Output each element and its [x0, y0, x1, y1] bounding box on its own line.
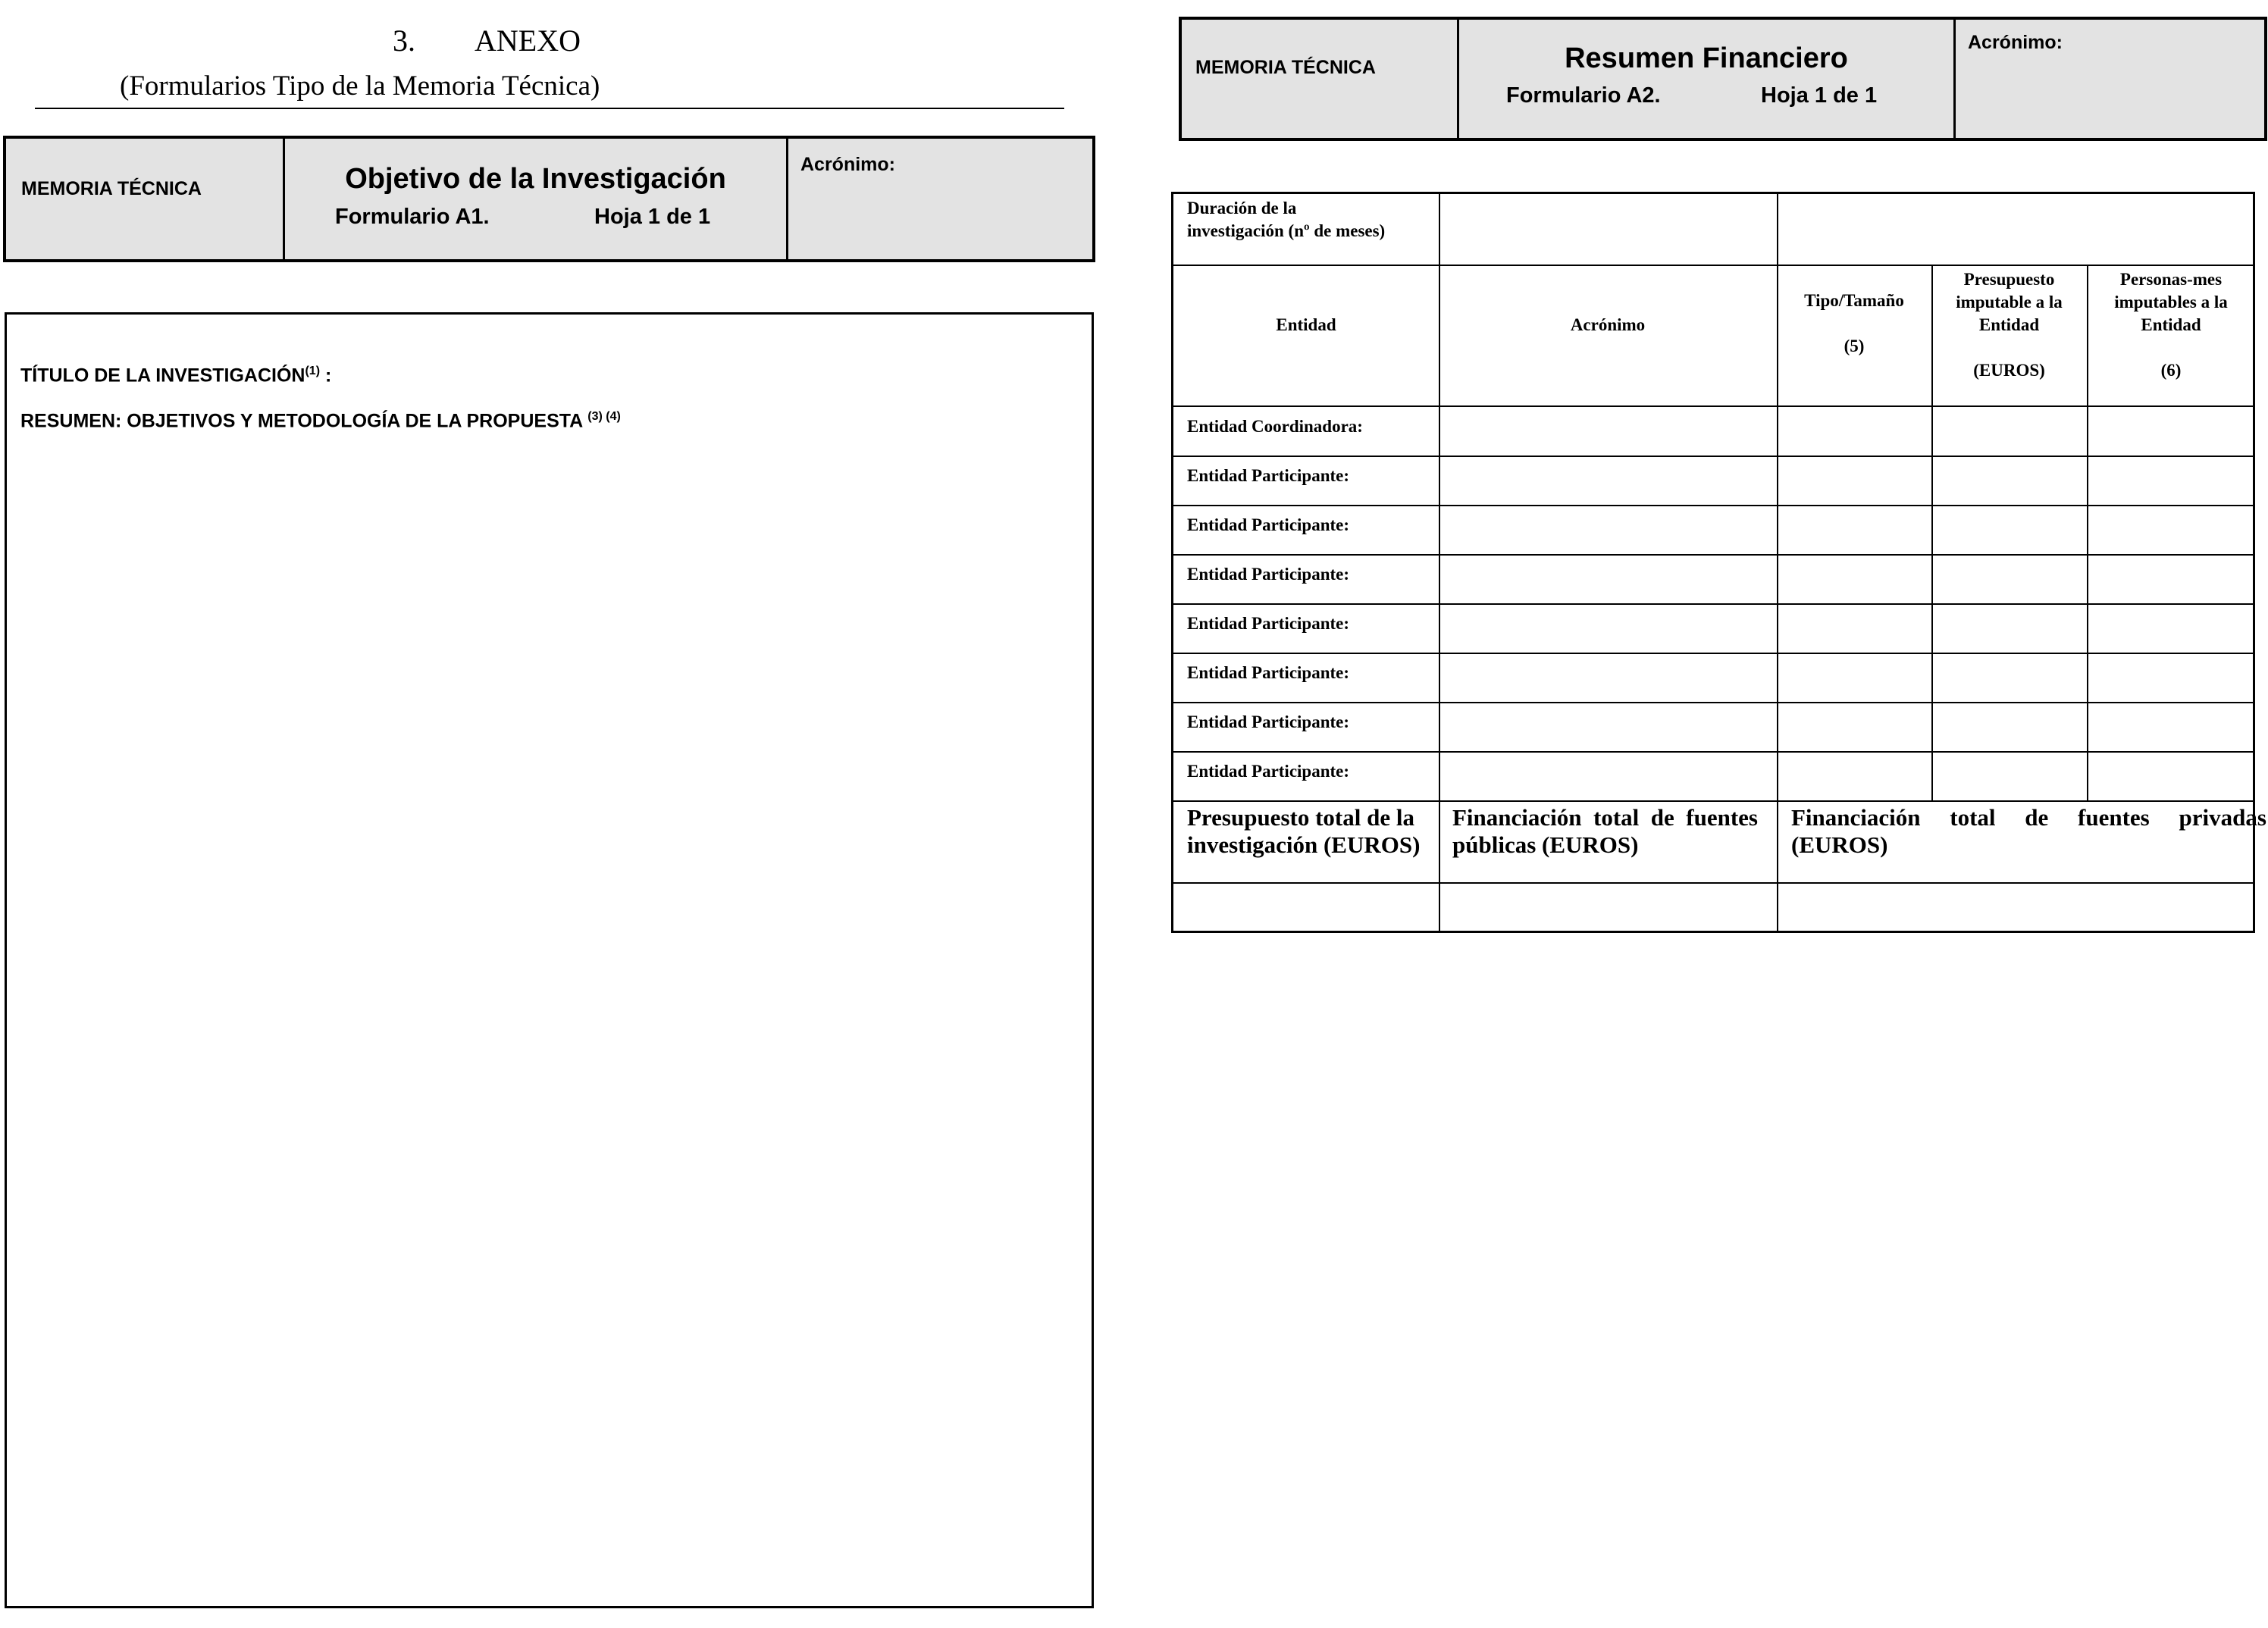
entity-row-label: Entidad Participante: — [1187, 712, 1350, 731]
form-a1-body — [5, 312, 1094, 1608]
total-private-funding-label: Financiación total de fuentes privadas (EUROS) — [1791, 804, 2266, 858]
form-a1-acronym-cell — [786, 139, 1092, 259]
col-header-tipo: Tipo/Tamaño (5) — [1804, 291, 1904, 355]
form-a2-acronym-cell — [1953, 20, 2264, 138]
table-rule — [1173, 702, 2253, 703]
entity-row-label: Entidad Participante: — [1187, 614, 1350, 633]
summary-field[interactable] — [20, 410, 621, 432]
form-a2-label: MEMORIA TÉCNICA — [1195, 57, 1376, 78]
entity-row-label: Entidad Participante: — [1187, 663, 1350, 682]
form-a1-acronym-label: Acrónimo: — [800, 154, 895, 175]
form-a1-form-number: Formulario A1. — [335, 205, 490, 229]
research-title-note: (1) — [305, 365, 321, 377]
col-header-entidad: Entidad — [1276, 315, 1336, 334]
research-title-label: TÍTULO DE LA INVESTIGACIÓN — [20, 365, 305, 387]
form-a2-sheet: Hoja 1 de 1 — [1761, 83, 1878, 108]
annex-number: 3. — [393, 23, 415, 58]
table-rule — [1439, 194, 1440, 933]
form-a1-title: Objetivo de la Investigación — [345, 163, 726, 195]
total-budget-value[interactable] — [1173, 884, 1439, 933]
col-header-presupuesto: Presupuesto imputable a la Entidad (EUROS) — [1956, 270, 2063, 380]
entity-row-label: Entidad Participante: — [1187, 762, 1350, 781]
entity-row-label: Entidad Coordinadora: — [1187, 417, 1363, 436]
form-a1-title-cell — [283, 139, 786, 259]
form-a2-form-number: Formulario A2. — [1506, 83, 1661, 108]
entity-row-label: Entidad Participante: — [1187, 515, 1350, 534]
table-rule — [1173, 751, 2253, 753]
form-a1-label: MEMORIA TÉCNICA — [21, 178, 202, 199]
research-title-field[interactable] — [20, 365, 331, 387]
research-title-suffix: : — [320, 365, 332, 387]
entity-row-label: Entidad Participante: — [1187, 466, 1350, 485]
duration-value-cell[interactable] — [1440, 194, 2255, 265]
duration-label: Duración de la investigación (nº de meses) — [1187, 199, 1386, 240]
table-rule — [1173, 603, 2253, 605]
annex-title: ANEXO — [475, 23, 581, 58]
summary-note: (3) (4) — [587, 410, 621, 423]
table-rule — [1173, 405, 2253, 407]
summary-label: RESUMEN: OBJETIVOS Y METODOLOGÍA DE LA PROPUESTA — [20, 410, 588, 432]
table-rule — [1173, 456, 2253, 457]
form-a2-label-cell — [1182, 20, 1457, 138]
form-a2-acronym-label: Acrónimo: — [1968, 32, 2063, 53]
table-rule — [1173, 800, 2253, 802]
annex-divider — [35, 108, 1064, 109]
form-a1-sheet: Hoja 1 de 1 — [594, 205, 711, 229]
total-private-funding-value[interactable] — [1778, 884, 2255, 933]
col-header-acronimo: Acrónimo — [1570, 315, 1646, 334]
form-a1-label-cell — [6, 139, 283, 259]
table-rule — [1173, 653, 2253, 654]
total-public-funding-value[interactable] — [1440, 884, 1777, 933]
financial-summary-table — [1171, 192, 2266, 933]
annex-subtitle: (Formularios Tipo de la Memoria Técnica) — [120, 70, 600, 102]
col-header-personas-mes: Personas-mes imputables a la Entidad (6) — [2114, 270, 2228, 380]
table-rule — [1173, 505, 2253, 506]
table-rule — [1173, 265, 2253, 266]
entity-row-label: Entidad Participante: — [1187, 565, 1350, 584]
total-public-funding-label: Financiación total de fuentes públicas (EUROS) — [1452, 804, 1758, 858]
form-a2-title-cell — [1457, 20, 1953, 138]
total-budget-label: Presupuesto total de la investigación (EUROS) — [1187, 804, 1421, 858]
form-a2-title: Resumen Financiero — [1565, 42, 1848, 74]
form-a1-header — [3, 136, 1095, 262]
table-rule — [1173, 554, 2253, 556]
form-a2-header — [1179, 17, 2267, 141]
